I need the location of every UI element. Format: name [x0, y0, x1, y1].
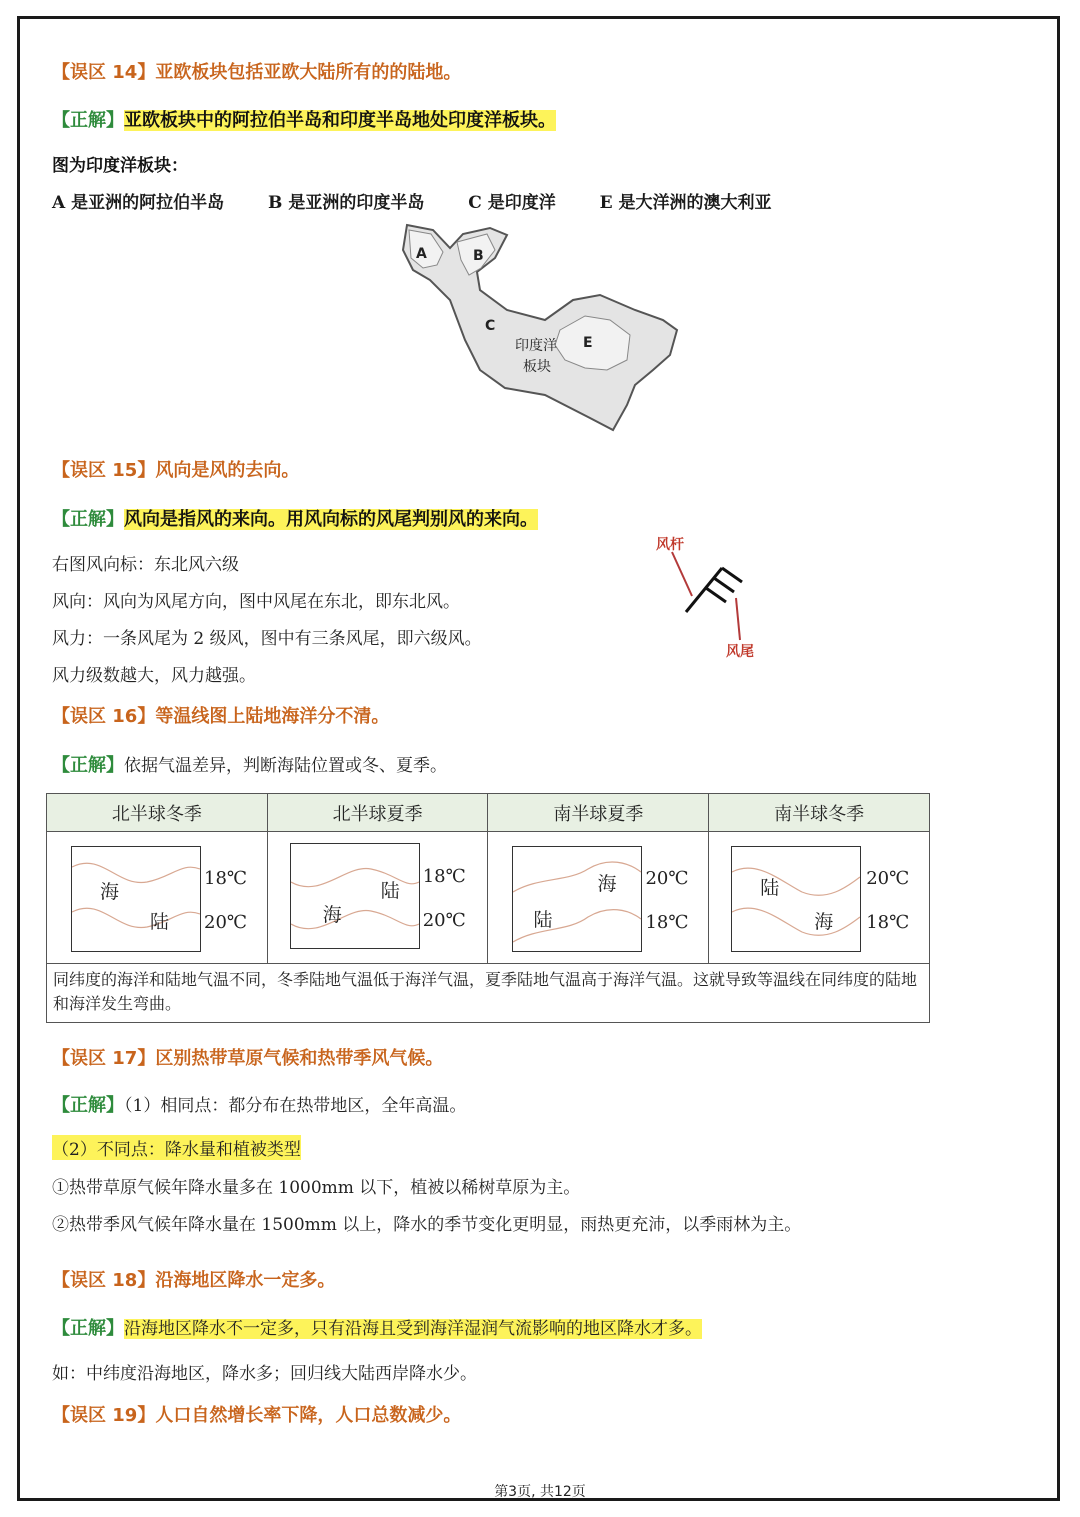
misconception-text: 等温线图上陆地海洋分不清。 [155, 706, 390, 727]
isotherm-diagram [512, 846, 642, 952]
wind-line-4: 风力级数越大，风力越强。 [52, 666, 256, 686]
isotherm-diagram [290, 843, 420, 949]
misconception-tag: 【误区 14】 [52, 62, 156, 83]
misconception-text: 亚欧板块包括亚欧大陆所有的的陆地。 [155, 62, 462, 83]
wind-line-3: 风力：一条风尾为 2 级风，图中有三条风尾，即六级风。 [52, 629, 482, 649]
correction-text: 依据气温差异，判断海陆位置或冬、夏季。 [124, 756, 447, 776]
misconception-text: 风向是风的去向。 [155, 460, 300, 481]
wind-tail-label: 风尾 [726, 644, 754, 660]
correction-tag: 【正解】 [52, 509, 124, 530]
table-row [47, 964, 930, 1023]
table-header-row [47, 794, 930, 832]
legend-item: B 是亚洲的印度半岛 [268, 193, 425, 213]
legend-item: E 是大洋洲的澳大利亚 [599, 193, 772, 213]
misconception-tag: 【误区 19】 [52, 1405, 156, 1426]
map-label-plate: 板块 [523, 359, 551, 375]
wind-vane-figure [640, 530, 780, 665]
wind-line-2: 风向：风向为风尾方向，图中风尾在东北，即东北风。 [52, 592, 460, 612]
misconception-15 [52, 456, 299, 482]
column-header: 南半球夏季 [488, 794, 709, 832]
misconception-18 [52, 1266, 335, 1292]
misconception-tag: 【误区 18】 [52, 1270, 156, 1291]
map-letter-b: B [473, 248, 484, 264]
wind-staff-label: 风杆 [656, 537, 684, 553]
region-label: 陆 [760, 877, 780, 899]
misconception-text: 区别热带草原气候和热带季风气候。 [155, 1048, 444, 1069]
misconception-14 [52, 58, 461, 84]
region-label: 陆 [380, 880, 400, 902]
correction-tag: 【正解】 [52, 110, 124, 131]
map-letter-c: C [485, 318, 496, 334]
region-label: 海 [322, 904, 342, 926]
region-label: 陆 [533, 909, 553, 931]
correction-text: 沿海地区降水不一定多，只有沿海且受到海洋湿润气流影响的地区降水才多。 [124, 1319, 702, 1339]
isotherm-cell [488, 832, 709, 964]
region-label: 海 [814, 911, 834, 933]
wind-line-1: 右图风向标：东北风六级 [52, 555, 239, 575]
map-letter-a: A [416, 246, 427, 262]
correction-tag: 【正解】 [52, 1318, 124, 1339]
correction-text: 风向是指风的来向。用风向标的风尾判别风的来向。 [124, 509, 538, 530]
difference-heading: （2）不同点：降水量和植被类型 [52, 1135, 301, 1160]
misconception-text: 人口自然增长率下降，人口总数减少。 [155, 1405, 462, 1426]
correction-tag: 【正解】 [52, 755, 124, 776]
temperature-label: 18℃ [866, 912, 910, 933]
indian-plate-map [395, 220, 685, 435]
region-label: 陆 [150, 911, 170, 933]
figure-legend [52, 188, 772, 213]
map-label-ocean: 印度洋 [515, 338, 557, 354]
tail-pointer [736, 598, 740, 640]
temperature-label: 20℃ [866, 868, 910, 889]
temperature-label: 18℃ [422, 866, 466, 887]
misconception-tag: 【误区 15】 [52, 460, 156, 481]
plate-outline [403, 225, 677, 430]
isotherm-lines [732, 847, 860, 951]
staff-pointer [672, 552, 692, 596]
temperature-label: 20℃ [422, 910, 466, 931]
climate-line-2: ②热带季风气候年降水量在 1500mm 以上，降水的季节变化更明显，雨热更充沛，以季雨林为主。 [52, 1215, 802, 1235]
legend-item: A 是亚洲的阿拉伯半岛 [52, 193, 225, 213]
misconception-19 [52, 1401, 461, 1427]
map-letter-e: E [583, 335, 593, 351]
isotherm-lines [513, 847, 641, 951]
temperature-label: 18℃ [645, 912, 689, 933]
temperature-label: 18℃ [204, 868, 248, 889]
legend-item: C 是印度洋 [468, 193, 556, 213]
climate-line-1: ①热带草原气候年降水量多在 1000mm 以下，植被以稀树草原为主。 [52, 1178, 581, 1198]
isotherm-diagram [731, 846, 861, 952]
table-row [47, 832, 930, 964]
wind-barb [722, 568, 742, 582]
table-note: 同纬度的海洋和陆地气温不同，冬季陆地气温低于海洋气温，夏季陆地气温高于海洋气温。这就导致等温线在同纬度的陆地和海洋发生弯曲。 [47, 964, 930, 1023]
correction-15 [52, 505, 538, 531]
temperature-label: 20℃ [204, 912, 248, 933]
wind-barb [714, 578, 734, 592]
example-line: 如：中纬度沿海地区，降水多；回归线大陆西岸降水少。 [52, 1364, 477, 1384]
correction-17 [52, 1091, 466, 1117]
misconception-tag: 【误区 16】 [52, 706, 156, 727]
correction-tag: 【正解】 [52, 1095, 124, 1116]
wind-staff [686, 568, 722, 612]
column-header: 北半球冬季 [47, 794, 268, 832]
column-header: 南半球冬季 [709, 794, 930, 832]
isotherm-cell [47, 832, 268, 964]
temperature-label: 20℃ [645, 868, 689, 889]
isotherm-table [46, 793, 930, 1023]
misconception-tag: 【误区 17】 [52, 1048, 156, 1069]
misconception-text: 沿海地区降水一定多。 [155, 1270, 336, 1291]
misconception-17 [52, 1044, 443, 1070]
correction-text: 亚欧板块中的阿拉伯半岛和印度半岛地处印度洋板块。 [124, 110, 556, 131]
isotherm-lines [72, 847, 200, 951]
correction-18 [52, 1314, 702, 1340]
isotherm-cell [267, 832, 488, 964]
wind-barb [706, 588, 726, 602]
isotherm-cell [709, 832, 930, 964]
column-header: 北半球夏季 [267, 794, 488, 832]
figure-caption: 图为印度洋板块： [52, 156, 188, 176]
region-label: 海 [597, 873, 617, 895]
page-number: 第3页, 共12页 [494, 1484, 586, 1500]
misconception-16 [52, 702, 389, 728]
correction-16 [52, 751, 447, 777]
isotherm-diagram [71, 846, 201, 952]
correction-14 [52, 106, 556, 132]
correction-text: （1）相同点：都分布在热带地区，全年高温。 [124, 1096, 467, 1116]
region-label: 海 [100, 881, 120, 903]
